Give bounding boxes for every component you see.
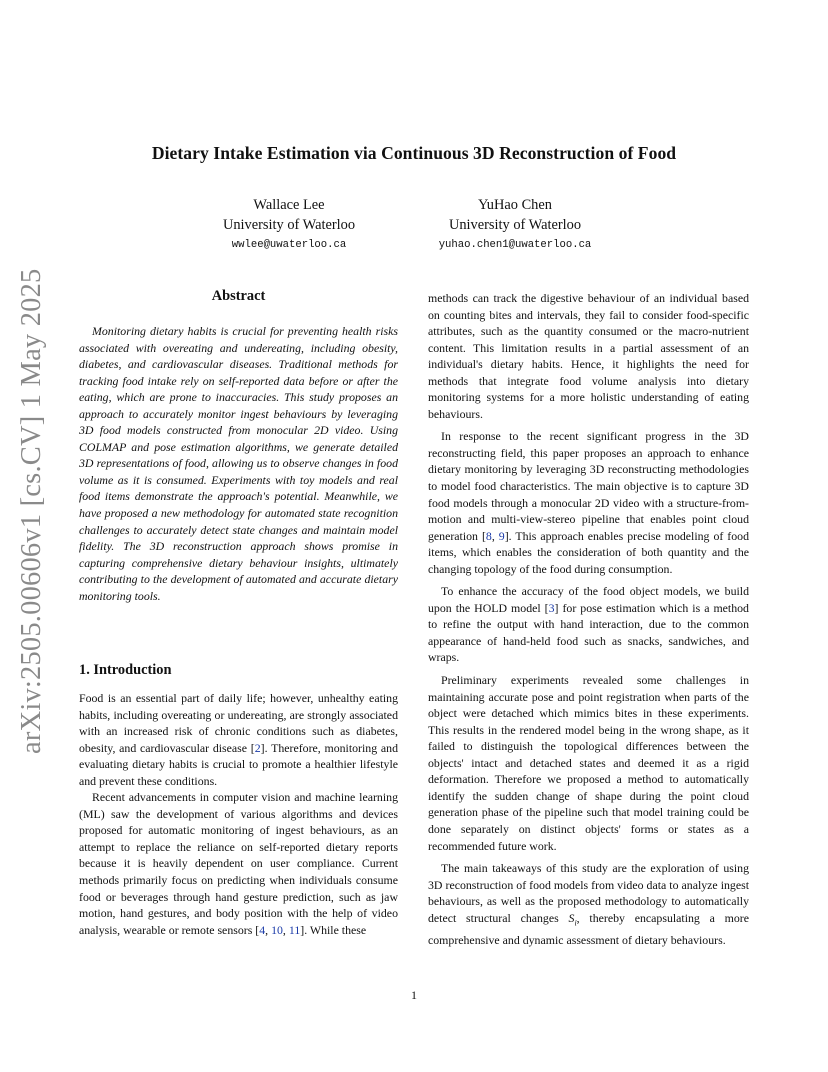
citation-link[interactable]: 9 (498, 528, 505, 543)
right-paragraph-5: The main takeaways of this study are the exploration of using 3D reconstruction of food models from video data to analyze ingest behaviours, as well as the proposed methodology to automatically detect structural changes $S_i$, thereby encapsulating a more comprehensive and dynamic assessment of dietary behaviours. (428, 861, 750, 947)
introduction-body (79, 690, 398, 938)
arxiv-identifier: arXiv:2505.00606v1 [cs.CV] 1 May 2025 (16, 268, 47, 754)
right-paragraph-1: methods can track the digestive behaviour of an individual based on counting bites and intervals, they fail to consider food-specific attributes, such as the quantity consumed or the macro-nutrient content. This limitation results in a partial assessment of an individual's dietary habits. Hence, it highlights the need for methods that integrate food volume analysis into dietary monitoring systems for a more holistic understanding of eating behaviours. (428, 291, 749, 421)
author-affiliation: University of Waterloo (222, 216, 356, 233)
citation-link[interactable]: 11 (288, 922, 301, 937)
math-subscript: i (574, 918, 577, 928)
section-heading-introduction: 1. Introduction (79, 662, 172, 678)
abstract-heading: Abstract (211, 288, 266, 304)
citation-link[interactable]: 10 (271, 922, 283, 937)
author-block-1 (169, 196, 409, 256)
author-name: Wallace Lee (253, 197, 325, 213)
paper-title: Dietary Intake Estimation via Continuous 3D Reconstruction of Food (151, 143, 677, 163)
right-paragraph-2: In response to the recent significant progress in the 3D reconstructing field, this paper proposes an approach to enhance dietary monitoring by leveraging 3D reconstructing methodologies to model food characteristics. The main objective is to capture 3D food models through a monocular 2D video with a structure-from-motion and multi-view-stereo pipeline that enables point cloud generation [8, 9]. This approach enables precise modeling of food items, which enables the consideration of both quantity and the changing topology of the food during consumption. (428, 429, 749, 576)
intro-paragraph-2: Recent advancements in computer vision and machine learning (ML) saw the development of various algorithms and devices proposed for automatic monitoring of ingest behaviours, as an attempt to replace the reliance on self-reported dietary reports because it is heavily dependent on user compliance. Current methods primarily focus on predicting when individuals consume food or beverages through hand gesture prediction, such as jaw motion, hand gestures, and body position with the help of video analysis, wearable or remote sensors [4, 10, 11]. While these (79, 790, 398, 937)
citation-link[interactable]: 8 (485, 528, 492, 543)
author-name: YuHao Chen (478, 197, 552, 213)
author-affiliation: University of Waterloo (448, 216, 582, 233)
author-email[interactable]: yuhao.chen1@uwaterloo.ca (438, 239, 592, 251)
page-number: 1 (411, 988, 417, 1002)
abstract-text (79, 323, 398, 604)
author-email[interactable]: wwlee@uwaterloo.ca (231, 239, 347, 251)
abstract-paragraph: Monitoring dietary habits is crucial for preventing health risks associated with overeating and undereating, including obesity, diabetes, and cardiovascular diseases. Traditional methods for tracking food intake rely on self-reported data before or after the eating, which are prone to inaccuracies. This study proposes an approach to accurately monitor ingest behaviours by leveraging 3D food models constructed from monocular 2D video. Using COLMAP and pose estimation algorithms, we generate detailed 3D representations of food, allowing us to observe changes in food volume as it is consumed. Experiments with toy models and real food items demonstrate the approach's potential. Meanwhile, we have proposed a new methodology for automated state recognition challenges to accurately detect state changes and maintain model fidelity. The 3D reconstruction approach shows promise in capturing comprehensive dietary behaviour insights, ultimately contributing to the development of automated and accurate dietary monitoring tools. (79, 324, 398, 603)
right-paragraph-4: Preliminary experiments revealed some challenges in maintaining accurate pose and point registration when parts of the object were detached which mimics bites in these experiments. This results in the rendered model being in the wrong shape, as it failed to distinguish the topological differences between the objects' intact and detached states and deemed it as a rigid deformation. Therefore we proposed a method to automatically identify the sudden change of shape during the point cloud generation phase of the pipeline such that model training could be done separately on distinct objects' forms or states as a recommended future work. (428, 673, 749, 853)
math-symbol: S (568, 910, 575, 925)
right-paragraph-3: To enhance the accuracy of the food object models, we build upon the HOLD model [3] for pose estimation which is a method to refine the output with hand interaction, due to the common appearance of hand-held food such as snacks, sandwiches, and wraps. (428, 584, 749, 665)
citation-link[interactable]: 3 (548, 600, 555, 615)
citation-link[interactable]: 2 (254, 740, 261, 755)
author-block-2 (395, 196, 635, 256)
right-column-body (428, 290, 749, 948)
intro-paragraph-1: Food is an essential part of daily life; however, unhealthy eating habits, including overeating or undereating, are strongly associated with an increased risk of chronic conditions such as diabetes, obesity, and cardiovascular disease [2]. Therefore, monitoring and evaluating dietary habits is crucial to promote a healthier lifestyle and prevent these conditions. (79, 691, 398, 788)
citation-link[interactable]: 4 (259, 922, 266, 937)
